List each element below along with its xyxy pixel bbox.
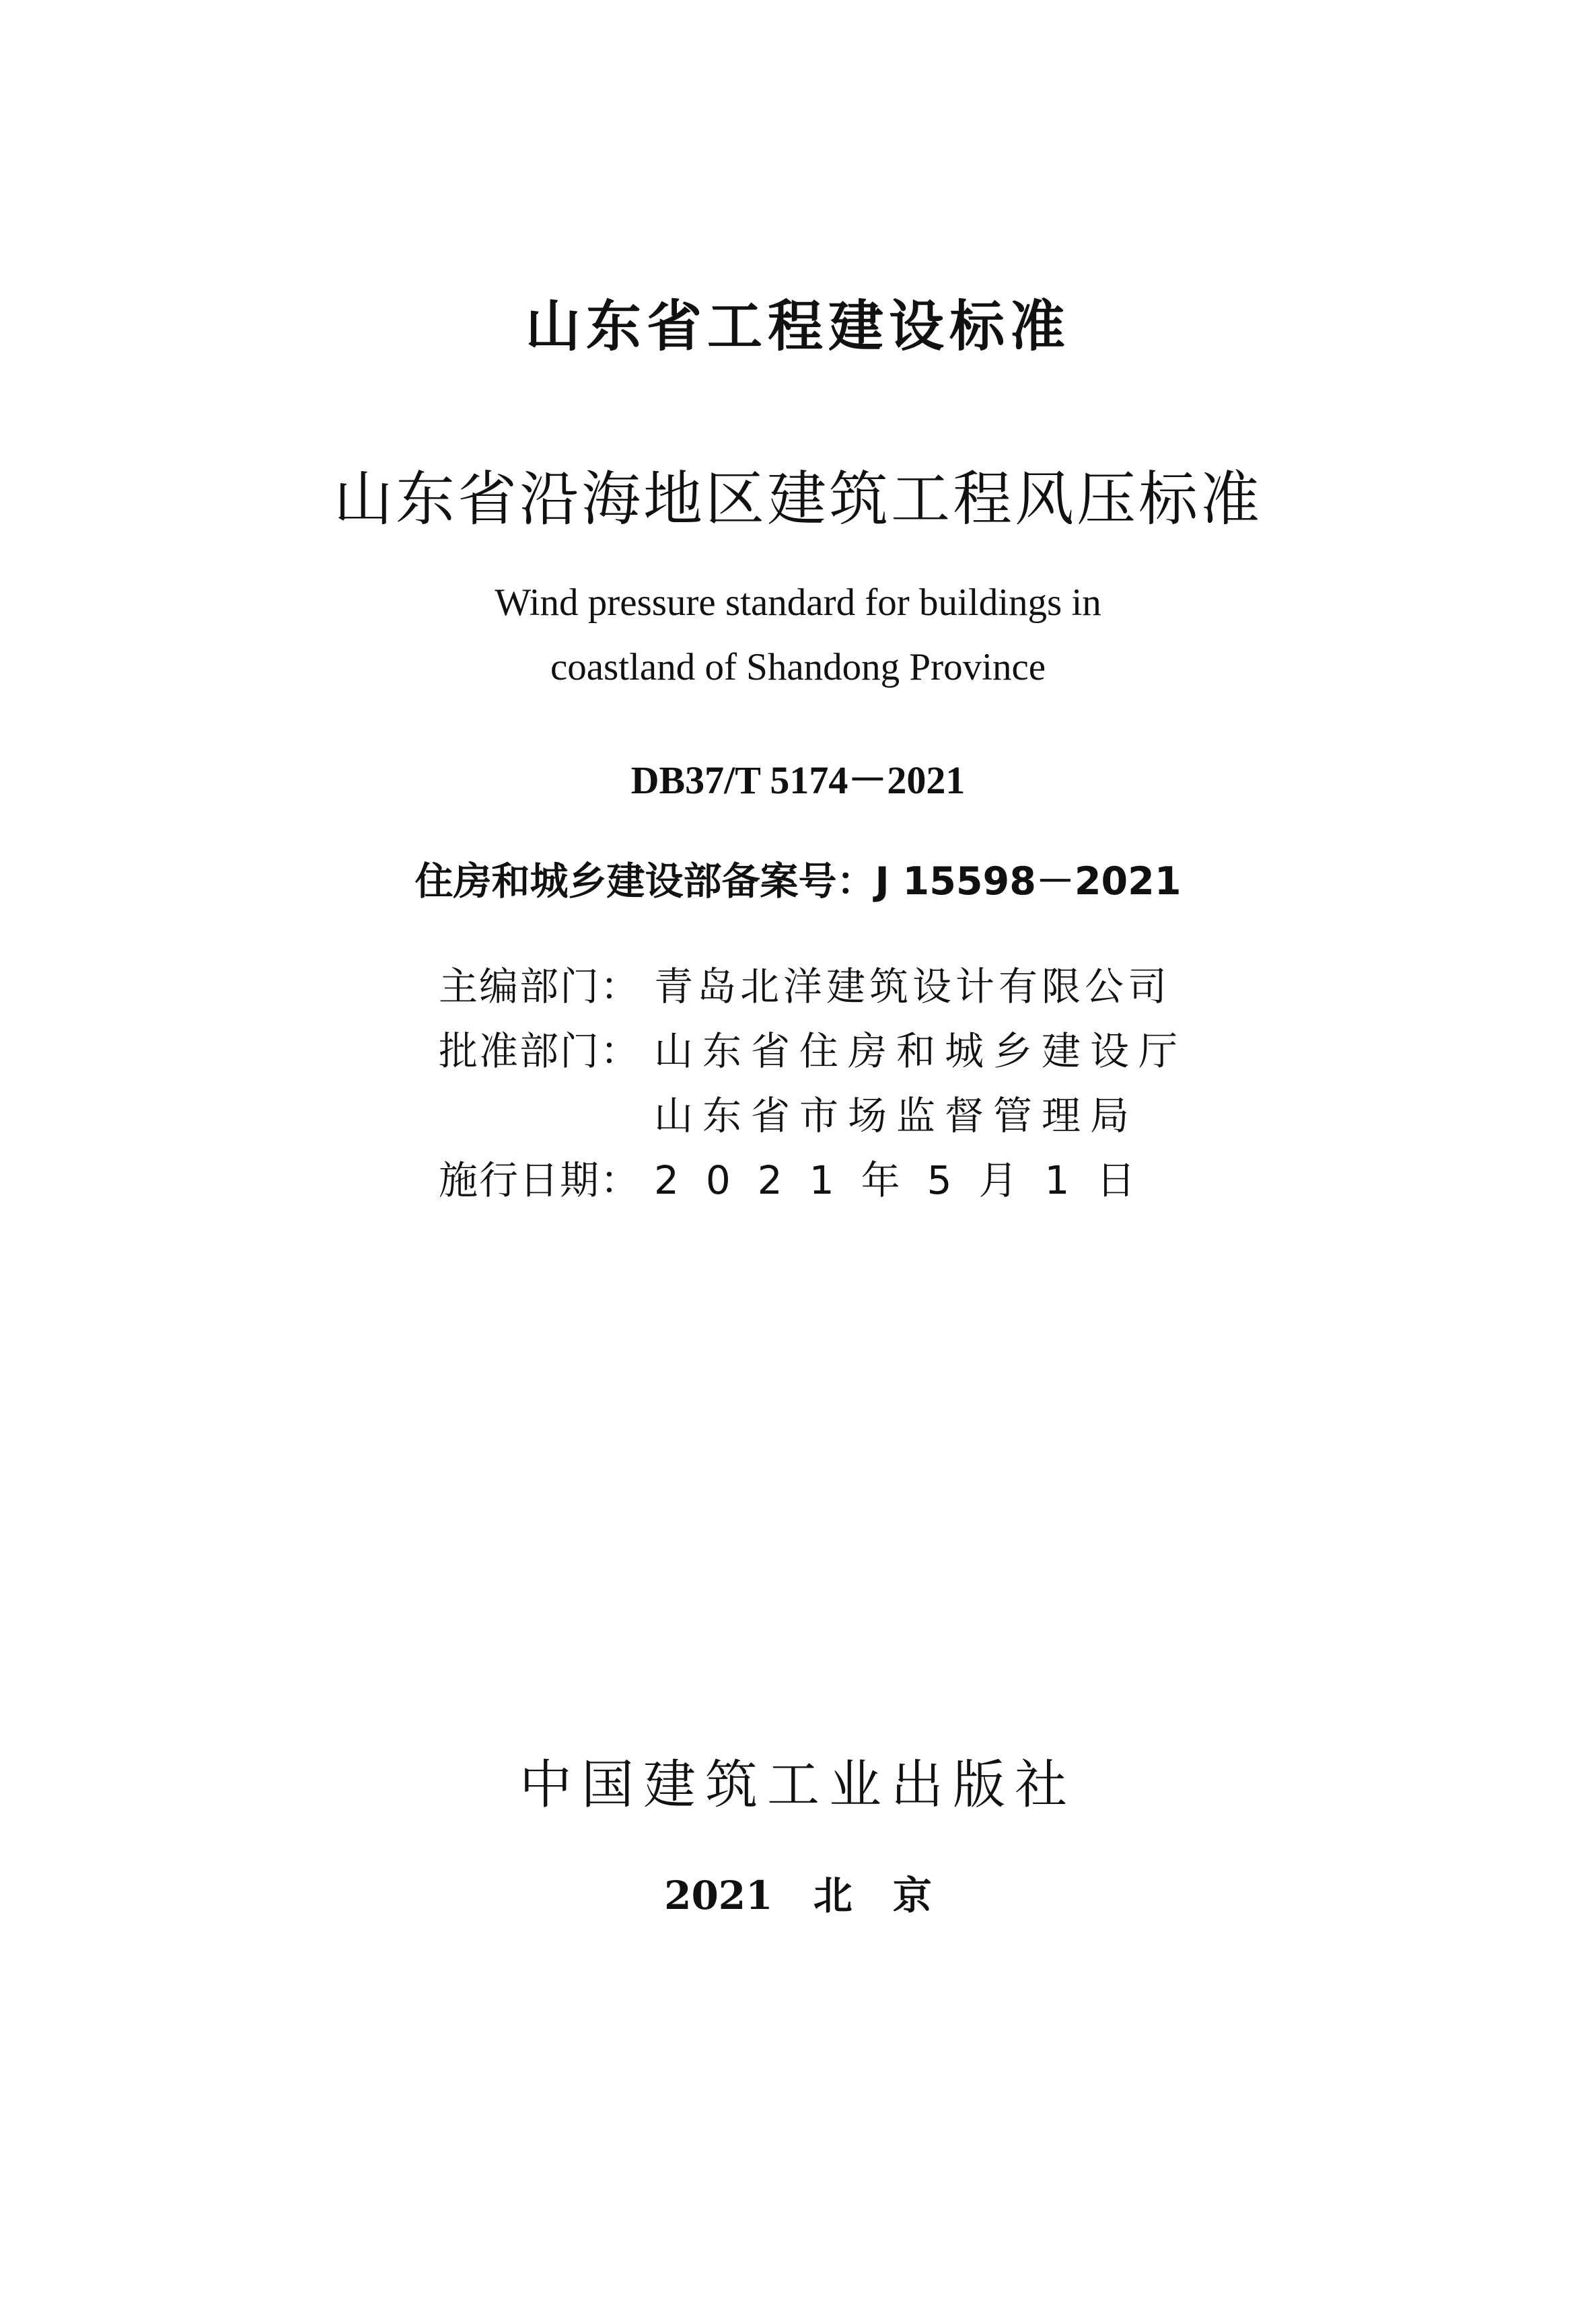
info-block (439, 954, 1187, 1213)
editor-value: 青岛北洋建筑设计有限公司 (654, 964, 1171, 1009)
publication-place: 2021 北 京 (664, 1873, 932, 1918)
editor-row (439, 954, 1187, 1019)
editor-label: 主编部门： (439, 964, 641, 1009)
effective-date-value: 2021年5月1日 (654, 1157, 1163, 1203)
approver-value-2: 山东省市场监督管理局 (654, 1093, 1139, 1139)
approver-label-spacer (439, 1083, 654, 1148)
effective-date-row (439, 1148, 1187, 1213)
filing-number: 住房和城乡建设部备案号：J 15598－2021 (414, 859, 1182, 904)
main-title: 山东省沿海地区建筑工程风压标准 (333, 464, 1262, 534)
english-title-line-2: coastland of Shandong Province (550, 646, 1046, 688)
standard-number: DB37/T 5174－2021 (630, 758, 966, 802)
english-title (0, 571, 1596, 700)
approver-value-1: 山东省住房和城乡建设厅 (654, 1028, 1188, 1074)
effective-date-label: 施行日期： (439, 1157, 641, 1203)
english-title-line-1: Wind pressure standard for buildings in (495, 581, 1101, 624)
approver-row-2 (439, 1083, 1187, 1148)
publisher: 中国建筑工业出版社 (519, 1755, 1077, 1815)
series-title: 山东省工程建设标准 (525, 295, 1071, 359)
approver-label: 批准部门： (439, 1028, 641, 1074)
approver-row (439, 1019, 1187, 1083)
